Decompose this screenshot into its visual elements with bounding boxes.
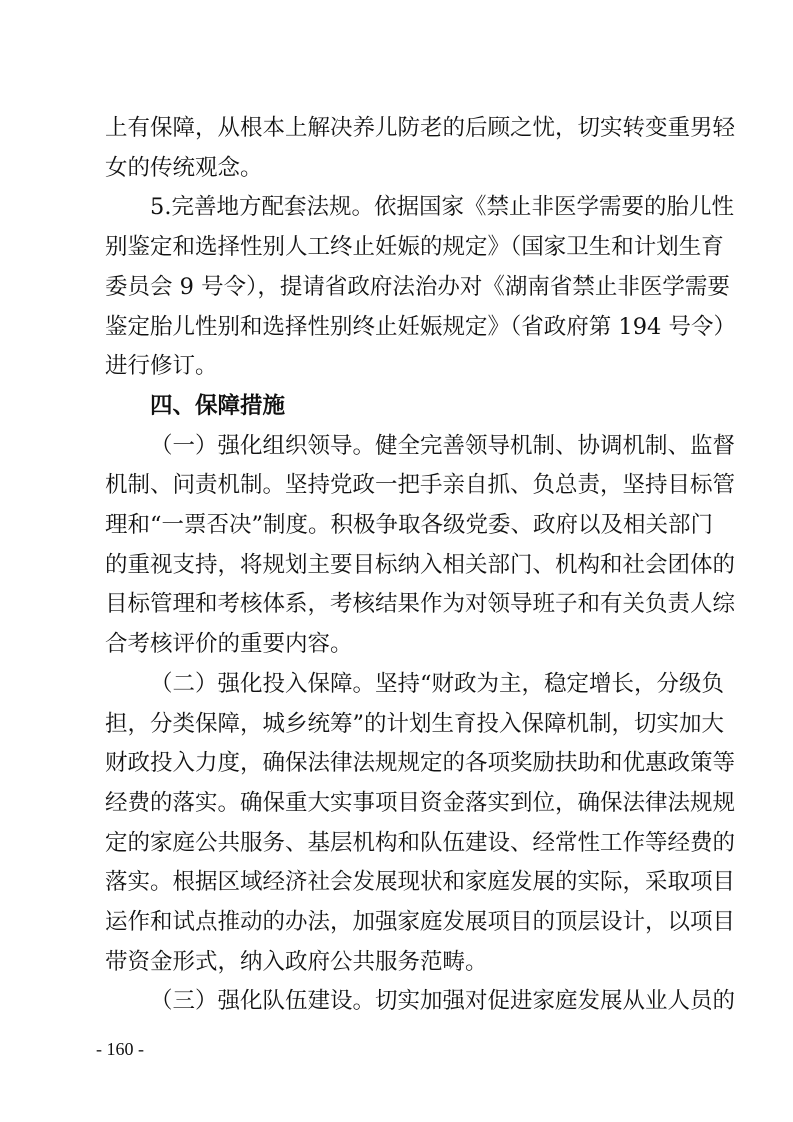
page-number: - 160 -: [96, 1039, 144, 1059]
text-line-5: 委员会 9 号令），提请省政府法治办对《湖南省禁止非医学需要: [105, 274, 730, 300]
text-line-4: 别鉴定和选择性别人工终止妊娠的规定》（国家卫生和计划生育: [105, 234, 724, 260]
text-line-20: 落实。根据区域经济社会发展现状和家庭发展的实际，采取项目: [105, 869, 736, 895]
text-line-17: 财政投入力度，确保法律法规规定的各项奖励扶助和优惠政策等: [105, 750, 736, 776]
text-line-2: 女的传统观念。: [105, 155, 263, 181]
text-line-22: 带资金形式，纳入政府公共服务范畴。: [105, 949, 488, 975]
text-line-11: 理和“一票否决”制度。积极争取各级党委、政府以及相关部门: [105, 512, 714, 538]
text-line-6: 鉴定胎儿性别和选择性别终止妊娠规定》（省政府第 194 号令）: [105, 314, 737, 340]
text-line-7: 进行修订。: [105, 353, 218, 379]
text-line-16: 担，分类保障，城乡统筹”的计划生育投入保障机制，切实加大: [105, 711, 725, 737]
text-line-3: 5.完善地方配套法规。依据国家《禁止非医学需要的胎儿性: [150, 194, 734, 220]
text-line-13: 目标管理和考核体系，考核结果作为对领导班子和有关负责人综: [105, 591, 736, 617]
text-line-21: 运作和试点推动的办法，加强家庭发展项目的顶层设计，以项目: [105, 909, 736, 935]
text-line-18: 经费的落实。确保重大实事项目资金落实到位，确保法律法规规: [105, 790, 736, 816]
text-line-1: 上有保障，从根本上解决养儿防老的后顾之忧，切实转变重男轻: [105, 115, 736, 141]
text-line-15: （二）强化投入保障。坚持“财政为主，稳定增长，分级负: [150, 671, 725, 697]
section-heading: 四、保障措施: [150, 393, 286, 419]
text-line-9: （一）强化组织领导。健全完善领导机制、协调机制、监督: [150, 433, 736, 459]
text-line-10: 机制、问责机制。坚持党政一把手亲自抓、负总责，坚持目标管: [105, 472, 736, 498]
text-line-12: 的重视支持，将规划主要目标纳入相关部门、机构和社会团体的: [105, 552, 736, 578]
text-line-23: （三）强化队伍建设。切实加强对促进家庭发展从业人员的: [150, 988, 736, 1014]
text-line-19: 定的家庭公共服务、基层机构和队伍建设、经常性工作等经费的: [105, 830, 736, 856]
text-line-14: 合考核评价的重要内容。: [105, 631, 353, 657]
